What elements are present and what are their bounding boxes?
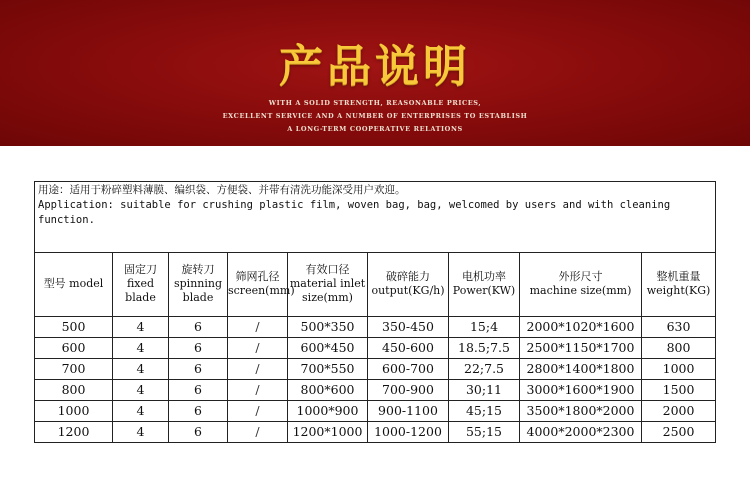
cell-spinning-blade: 6: [169, 337, 228, 358]
slogan-line-1: WITH A SOLID STRENGTH, REASONABLE PRICES,: [268, 99, 482, 107]
cell-weight: 1000: [642, 358, 716, 379]
table-row: [35, 316, 716, 337]
usage-en: Application: suitable for crushing plastic film, woven bag, bag, welcomed by users and with cleaning function.: [38, 199, 671, 226]
cell-model: 500: [35, 316, 113, 337]
cell-fixed-blade: 4: [113, 316, 169, 337]
cell-output: 600-700: [368, 358, 449, 379]
cell-screen: /: [228, 421, 288, 442]
cell-fixed-blade: 4: [113, 337, 169, 358]
table-row: [35, 400, 716, 421]
cell-inlet-size: 700*550: [288, 358, 368, 379]
cell-weight: 1500: [642, 379, 716, 400]
cell-inlet-size: 1000*900: [288, 400, 368, 421]
cell-power: 45;15: [449, 400, 520, 421]
spec-table: [34, 181, 716, 443]
cell-inlet-size: 500*350: [288, 316, 368, 337]
cell-screen: /: [228, 337, 288, 358]
table-row: [35, 337, 716, 358]
cell-spinning-blade: 6: [169, 358, 228, 379]
header-output: 破碎能力 output(KG/h): [368, 253, 449, 316]
cell-model: 1200: [35, 421, 113, 442]
cell-model: 700: [35, 358, 113, 379]
header-screen: 筛网孔径 screen(mm): [228, 253, 288, 316]
cell-inlet-size: 600*450: [288, 337, 368, 358]
cell-screen: /: [228, 358, 288, 379]
cell-model: 1000: [35, 400, 113, 421]
cell-output: 450-600: [368, 337, 449, 358]
cell-power: 22;7.5: [449, 358, 520, 379]
cell-inlet-size: 800*600: [288, 379, 368, 400]
cell-weight: 630: [642, 316, 716, 337]
cell-output: 900-1100: [368, 400, 449, 421]
header-machine-size: 外形尺寸 machine size(mm): [520, 253, 642, 316]
cell-fixed-blade: 4: [113, 421, 169, 442]
cell-model: 600: [35, 337, 113, 358]
cell-weight: 800: [642, 337, 716, 358]
slogan-line-2: EXCELLENT SERVICE AND A NUMBER OF ENTERPRISES TO ESTABLISH: [222, 112, 528, 120]
cell-machine-size: 2500*1150*1700: [520, 337, 642, 358]
cell-spinning-blade: 6: [169, 379, 228, 400]
cell-power: 18.5;7.5: [449, 337, 520, 358]
page-title: 产品说明: [279, 41, 471, 92]
cell-power: 15;4: [449, 316, 520, 337]
header-inlet-size: 有效口径 material inlet size(mm): [288, 253, 368, 316]
usage-cn: 用途：适用于粉碎塑料薄膜、编织袋、方便袋、并带有清洗功能深受用户欢迎。: [38, 184, 406, 196]
cell-fixed-blade: 4: [113, 358, 169, 379]
cell-output: 700-900: [368, 379, 449, 400]
table-row: [35, 421, 716, 442]
cell-machine-size: 2800*1400*1800: [520, 358, 642, 379]
header-spinning-blade: 旋转刀 spinning blade: [169, 253, 228, 316]
slogan-line-3: A LONG-TERM COOPERATIVE RELATIONS: [287, 125, 463, 133]
table-row: [35, 358, 716, 379]
cell-spinning-blade: 6: [169, 316, 228, 337]
cell-machine-size: 3000*1600*1900: [520, 379, 642, 400]
header-model: 型号 model: [35, 253, 113, 316]
usage-description: [35, 182, 716, 253]
cell-machine-size: 3500*1800*2000: [520, 400, 642, 421]
cell-output: 350-450: [368, 316, 449, 337]
cell-weight: 2000: [642, 400, 716, 421]
cell-inlet-size: 1200*1000: [288, 421, 368, 442]
table-row: [35, 379, 716, 400]
cell-screen: /: [228, 400, 288, 421]
header-weight: 整机重量 weight(KG): [642, 253, 716, 316]
header-power: 电机功率 Power(KW): [449, 253, 520, 316]
header-banner: [0, 0, 750, 146]
cell-output: 1000-1200: [368, 421, 449, 442]
cell-screen: /: [228, 316, 288, 337]
cell-spinning-blade: 6: [169, 400, 228, 421]
cell-screen: /: [228, 379, 288, 400]
table-header-row: [35, 253, 716, 316]
cell-weight: 2500: [642, 421, 716, 442]
cell-fixed-blade: 4: [113, 379, 169, 400]
cell-power: 30;11: [449, 379, 520, 400]
cell-machine-size: 2000*1020*1600: [520, 316, 642, 337]
cell-spinning-blade: 6: [169, 421, 228, 442]
cell-machine-size: 4000*2000*2300: [520, 421, 642, 442]
cell-fixed-blade: 4: [113, 400, 169, 421]
cell-power: 55;15: [449, 421, 520, 442]
cell-model: 800: [35, 379, 113, 400]
header-fixed-blade: 固定刀 fixed blade: [113, 253, 169, 316]
